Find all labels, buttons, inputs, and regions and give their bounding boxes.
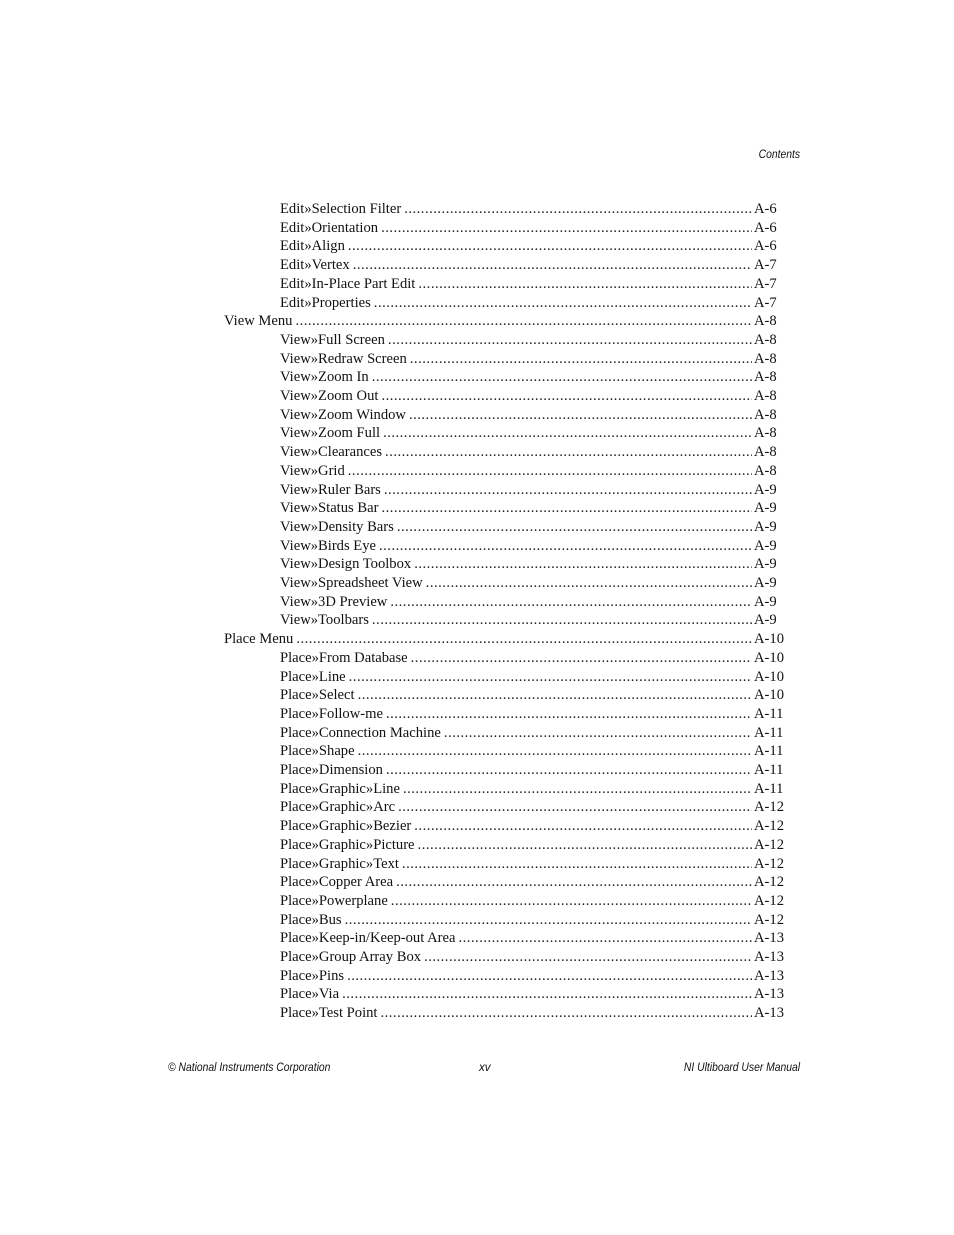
toc-entry-page: A-12 xyxy=(754,799,784,816)
toc-entry[interactable] xyxy=(280,481,788,500)
toc-entry-label: View»Ruler Bars xyxy=(280,481,381,498)
toc-entry-page: A-12 xyxy=(754,911,784,928)
dot-leader xyxy=(385,443,752,462)
toc-entry-page: A-11 xyxy=(754,780,784,797)
toc-section-entry[interactable] xyxy=(224,312,788,331)
toc-entry-page: A-8 xyxy=(754,444,777,461)
toc-entry[interactable] xyxy=(280,424,788,443)
toc-entry-label: View»Zoom Out xyxy=(280,388,379,404)
dot-leader xyxy=(380,1004,752,1023)
toc-entry[interactable] xyxy=(280,611,788,630)
toc-entry-page: A-11 xyxy=(754,762,784,778)
dot-leader xyxy=(381,499,752,518)
toc-entry-label: View»Clearances xyxy=(280,444,383,461)
dot-leader xyxy=(397,518,752,537)
toc-entry-page: A-13 xyxy=(754,930,784,947)
toc-entry[interactable] xyxy=(280,200,788,219)
toc-entry-page: A-11 xyxy=(754,705,784,722)
dot-leader xyxy=(444,724,752,743)
toc-entry[interactable] xyxy=(280,724,788,743)
toc-entry[interactable] xyxy=(280,593,788,612)
toc-entry-label: Place»Connection Machine xyxy=(280,724,441,741)
toc-entry-page: A-11 xyxy=(754,743,784,760)
toc-entry-page: A-12 xyxy=(754,818,784,835)
dot-leader xyxy=(458,929,752,948)
dot-leader xyxy=(390,593,752,612)
dot-leader xyxy=(414,817,752,836)
toc-entry[interactable] xyxy=(280,911,788,930)
toc-entry-page: A-12 xyxy=(754,892,784,909)
toc-entry-label: Edit»Align xyxy=(280,238,345,255)
toc-entry[interactable] xyxy=(280,275,788,294)
toc-entry-label: Place»Select xyxy=(280,687,355,704)
toc-entry-label: View»Design Toolbox xyxy=(280,556,412,573)
toc-entry-label: Edit»Vertex xyxy=(280,257,350,274)
toc-entry-page: A-12 xyxy=(754,836,784,853)
toc-entry[interactable] xyxy=(280,836,788,855)
toc-entry[interactable] xyxy=(280,668,788,687)
footer-copyright: © National Instruments Corporation xyxy=(168,1062,331,1074)
toc-entry-label: View»Zoom Full xyxy=(280,425,381,442)
toc-entry-label: Place»Group Array Box xyxy=(280,949,422,965)
dot-leader xyxy=(396,873,752,892)
toc-entry-page: A-13 xyxy=(754,967,784,984)
toc-entry[interactable] xyxy=(280,443,788,462)
toc-entry-page: A-13 xyxy=(754,949,784,965)
toc-entry-page: A-7 xyxy=(754,275,777,292)
toc-entry[interactable] xyxy=(280,219,788,238)
dot-leader xyxy=(386,705,752,724)
toc-entry-label: View»Density Bars xyxy=(280,518,394,535)
dot-leader xyxy=(383,424,752,443)
toc-entry-page: A-9 xyxy=(754,537,777,554)
toc-entry-page: A-10 xyxy=(754,687,784,704)
dot-leader xyxy=(404,200,752,219)
dot-leader xyxy=(410,350,752,369)
toc-entry-label: Place»Line xyxy=(280,668,346,685)
dot-leader xyxy=(347,967,752,986)
toc-entry-page: A-10 xyxy=(754,631,784,648)
toc-entry-page: A-8 xyxy=(754,331,777,348)
toc-entry[interactable] xyxy=(280,294,788,313)
dot-leader xyxy=(426,574,752,593)
toc-entry-label: Place»Powerplane xyxy=(280,892,388,909)
toc-entry-label: View»3D Preview xyxy=(280,593,388,610)
footer-manual-title: NI Ultiboard User Manual xyxy=(683,1062,800,1074)
toc-entry[interactable] xyxy=(280,406,788,425)
toc-entry-page: A-7 xyxy=(754,257,777,274)
toc-entry[interactable] xyxy=(280,499,788,518)
dot-leader xyxy=(411,649,752,668)
toc-entry-page: A-8 xyxy=(754,369,777,386)
toc-entry-label: View Menu xyxy=(224,313,293,330)
toc-entry-page: A-8 xyxy=(754,313,777,330)
toc-entry-page: A-13 xyxy=(754,1005,784,1022)
toc-entry[interactable] xyxy=(280,368,788,387)
dot-leader xyxy=(372,368,752,387)
toc-entry[interactable] xyxy=(280,462,788,481)
toc-entry-label: View»Birds Eye xyxy=(280,537,376,554)
toc-entry-label: Place»Graphic»Line xyxy=(280,780,400,797)
toc-entry-page: A-8 xyxy=(754,425,777,442)
toc-entry[interactable] xyxy=(280,256,788,275)
toc-entry-label: Place»Shape xyxy=(280,743,355,760)
toc-entry-label: Edit»Properties xyxy=(280,294,371,311)
toc-entry[interactable] xyxy=(280,574,788,593)
dot-leader xyxy=(402,855,752,874)
toc-entry-page: A-9 xyxy=(754,481,777,498)
dot-leader xyxy=(381,219,752,238)
dot-leader xyxy=(295,312,752,331)
dot-leader xyxy=(372,611,752,630)
toc-entry[interactable] xyxy=(280,798,788,817)
dot-leader xyxy=(418,275,752,294)
toc-entry-label: Place»Pins xyxy=(280,967,345,984)
toc-entry-page: A-6 xyxy=(754,238,777,255)
toc-entry-page: A-8 xyxy=(754,406,777,423)
dot-leader xyxy=(381,387,752,406)
toc-entry[interactable] xyxy=(280,331,788,350)
dot-leader xyxy=(379,537,752,556)
toc-entry-label: Place Menu xyxy=(224,631,294,648)
dot-leader xyxy=(348,462,752,481)
toc-entry-page: A-11 xyxy=(754,724,784,741)
toc-entry[interactable] xyxy=(280,387,788,406)
dot-leader xyxy=(386,761,752,780)
dot-leader xyxy=(424,948,752,967)
toc-entry-label: Place»Graphic»Bezier xyxy=(280,818,412,835)
dot-leader xyxy=(384,481,752,500)
dot-leader xyxy=(414,555,752,574)
toc-entry-label: View»Grid xyxy=(280,462,345,479)
toc-entry-page: A-9 xyxy=(754,556,777,573)
toc-entry-label: Place»Copper Area xyxy=(280,874,394,891)
toc-entry-label: View»Full Screen xyxy=(280,331,385,348)
toc-entry[interactable] xyxy=(280,705,788,724)
toc-entry-label: View»Spreadsheet View xyxy=(280,575,423,591)
dot-leader xyxy=(345,911,752,930)
dot-leader xyxy=(388,331,752,350)
toc-entry[interactable] xyxy=(280,555,788,574)
toc-entry-page: A-9 xyxy=(754,500,777,517)
toc-entry-label: Place»Test Point xyxy=(280,1005,378,1022)
toc-entry-label: View»Redraw Screen xyxy=(280,350,407,367)
toc-entry-page: A-12 xyxy=(754,855,784,872)
toc-entry[interactable] xyxy=(280,780,788,799)
toc-entry[interactable] xyxy=(280,686,788,705)
toc-entry[interactable] xyxy=(280,817,788,836)
toc-entry-page: A-9 xyxy=(754,593,777,610)
toc-entry-label: View»Toolbars xyxy=(280,612,369,629)
toc-entry[interactable] xyxy=(280,929,788,948)
toc-entry[interactable] xyxy=(280,649,788,668)
toc-entry[interactable] xyxy=(280,855,788,874)
toc-entry-label: Edit»Selection Filter xyxy=(280,201,402,217)
toc-entry[interactable] xyxy=(280,967,788,986)
running-header: Contents xyxy=(758,149,800,161)
toc-entry-page: A-9 xyxy=(754,518,777,535)
toc-entry-label: Place»Graphic»Arc xyxy=(280,799,396,816)
toc-entry[interactable] xyxy=(280,761,788,780)
dot-leader xyxy=(409,406,752,425)
toc-entry[interactable] xyxy=(280,537,788,556)
toc-entry-page: A-9 xyxy=(754,612,777,629)
toc-entry-label: Place»Follow-me xyxy=(280,705,383,722)
toc-entry-label: Place»Bus xyxy=(280,911,342,928)
toc-entry[interactable] xyxy=(280,350,788,369)
toc-entry-label: Place»From Database xyxy=(280,649,408,666)
toc-entry-label: View»Zoom Window xyxy=(280,406,406,423)
toc-entry[interactable] xyxy=(280,985,788,1004)
toc-entry[interactable] xyxy=(280,237,788,256)
dot-leader xyxy=(349,668,752,687)
toc-section-entry[interactable] xyxy=(224,630,788,649)
toc-entry[interactable] xyxy=(280,1004,788,1023)
dot-leader xyxy=(403,780,752,799)
dot-leader xyxy=(296,630,752,649)
toc-entry-page: A-8 xyxy=(754,388,777,404)
toc-entry[interactable] xyxy=(280,873,788,892)
dot-leader xyxy=(358,686,752,705)
toc-entry-page: A-9 xyxy=(754,575,777,591)
dot-leader xyxy=(398,798,752,817)
toc-entry[interactable] xyxy=(280,518,788,537)
toc-entry-label: Place»Keep-in/Keep-out Area xyxy=(280,930,456,947)
toc-entry-label: Place»Via xyxy=(280,986,340,1003)
dot-leader xyxy=(418,836,752,855)
toc-entry-label: View»Status Bar xyxy=(280,500,379,517)
footer-page-number: xv xyxy=(479,1062,491,1074)
toc-entry-label: Place»Dimension xyxy=(280,762,383,778)
toc-entry-page: A-13 xyxy=(754,986,784,1003)
dot-leader xyxy=(342,985,752,1004)
dot-leader xyxy=(353,256,752,275)
toc-entry-label: Place»Graphic»Text xyxy=(280,855,399,872)
toc-entry-page: A-6 xyxy=(754,219,777,236)
toc-entry-label: View»Zoom In xyxy=(280,369,369,386)
toc-entry-page: A-10 xyxy=(754,668,784,685)
dot-leader xyxy=(358,742,752,761)
toc-entry-label: Edit»Orientation xyxy=(280,219,379,236)
toc-entry-page: A-7 xyxy=(754,294,777,311)
dot-leader xyxy=(391,892,752,911)
toc-entry[interactable] xyxy=(280,742,788,761)
dot-leader xyxy=(348,237,752,256)
toc-entry[interactable] xyxy=(280,892,788,911)
toc-entry-page: A-10 xyxy=(754,649,784,666)
toc-entry[interactable] xyxy=(280,948,788,967)
toc-entry-page: A-12 xyxy=(754,874,784,891)
toc-entry-label: Edit»In-Place Part Edit xyxy=(280,275,416,292)
toc-entry-page: A-6 xyxy=(754,201,777,217)
toc-entry-page: A-8 xyxy=(754,350,777,367)
toc-entry-label: Place»Graphic»Picture xyxy=(280,836,415,853)
dot-leader xyxy=(374,294,752,313)
toc-entry-page: A-8 xyxy=(754,462,777,479)
